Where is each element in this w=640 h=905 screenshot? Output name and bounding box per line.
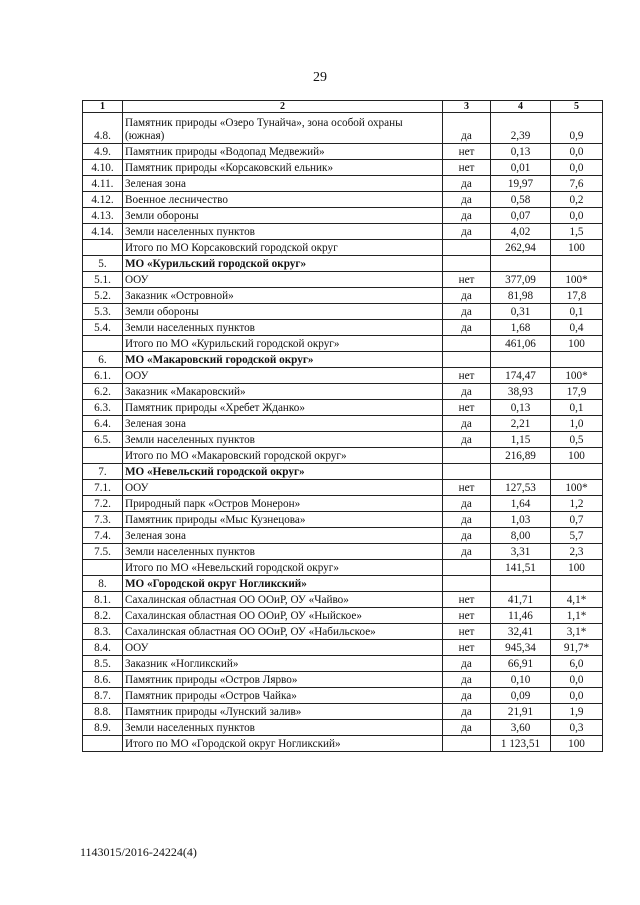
row-name: Памятник природы «Мыс Кузнецова» xyxy=(123,512,443,528)
row-area xyxy=(491,256,551,272)
row-flag xyxy=(443,576,491,592)
row-name: Земли населенных пунктов xyxy=(123,720,443,736)
row-name: Заказник «Ногликский» xyxy=(123,656,443,672)
row-name: ООУ xyxy=(123,272,443,288)
row-area: 0,09 xyxy=(491,688,551,704)
row-percent: 100 xyxy=(551,240,603,256)
table-row xyxy=(83,640,603,656)
row-percent: 100 xyxy=(551,736,603,752)
row-number: 5.4. xyxy=(83,320,123,336)
row-percent: 3,1* xyxy=(551,624,603,640)
row-number: 5.3. xyxy=(83,304,123,320)
row-area: 1,03 xyxy=(491,512,551,528)
table-row xyxy=(83,528,603,544)
row-percent: 0,9 xyxy=(551,113,603,144)
row-number: 8.8. xyxy=(83,704,123,720)
table-body xyxy=(83,101,603,752)
row-percent: 0,2 xyxy=(551,192,603,208)
row-flag: да xyxy=(443,288,491,304)
row-percent: 4,1* xyxy=(551,592,603,608)
row-flag xyxy=(443,352,491,368)
row-percent: 2,3 xyxy=(551,544,603,560)
table-row xyxy=(83,480,603,496)
row-area: 0,13 xyxy=(491,400,551,416)
header-cell-1: 1 xyxy=(83,101,123,113)
row-percent: 100* xyxy=(551,368,603,384)
row-area: 3,31 xyxy=(491,544,551,560)
row-area xyxy=(491,352,551,368)
row-flag xyxy=(443,240,491,256)
row-number: 4.13. xyxy=(83,208,123,224)
table-row xyxy=(83,113,603,144)
row-percent: 1,1* xyxy=(551,608,603,624)
row-name: Земли обороны xyxy=(123,304,443,320)
row-area: 1,68 xyxy=(491,320,551,336)
row-name: ООУ xyxy=(123,368,443,384)
row-number: 8.9. xyxy=(83,720,123,736)
row-flag: нет xyxy=(443,368,491,384)
row-name: Итого по МО «Городской округ Ногликский» xyxy=(123,736,443,752)
row-name: Сахалинская областная ОО ООиР, ОУ «Ныйское» xyxy=(123,608,443,624)
row-number: 8.4. xyxy=(83,640,123,656)
row-number: 5.2. xyxy=(83,288,123,304)
row-percent: 7,6 xyxy=(551,176,603,192)
row-percent: 1,5 xyxy=(551,224,603,240)
row-flag: нет xyxy=(443,640,491,656)
row-area: 262,94 xyxy=(491,240,551,256)
row-number xyxy=(83,240,123,256)
row-number: 5.1. xyxy=(83,272,123,288)
row-percent xyxy=(551,464,603,480)
row-flag: да xyxy=(443,656,491,672)
section-row xyxy=(83,464,603,480)
row-number: 8.3. xyxy=(83,624,123,640)
row-percent: 0,5 xyxy=(551,432,603,448)
row-area: 141,51 xyxy=(491,560,551,576)
row-area: 32,41 xyxy=(491,624,551,640)
row-number xyxy=(83,560,123,576)
row-percent xyxy=(551,256,603,272)
row-name: Памятник природы «Корсаковский ельник» xyxy=(123,160,443,176)
row-flag: да xyxy=(443,320,491,336)
table-row xyxy=(83,160,603,176)
row-name: Итого по МО «Макаровский городской округ» xyxy=(123,448,443,464)
table-row xyxy=(83,416,603,432)
row-flag: да xyxy=(443,384,491,400)
row-percent: 1,2 xyxy=(551,496,603,512)
table-row xyxy=(83,384,603,400)
row-area xyxy=(491,464,551,480)
table-row xyxy=(83,544,603,560)
row-percent: 100 xyxy=(551,336,603,352)
row-name: Заказник «Островной» xyxy=(123,288,443,304)
row-area xyxy=(491,576,551,592)
row-name: Земли обороны xyxy=(123,208,443,224)
row-area: 1,15 xyxy=(491,432,551,448)
row-flag: нет xyxy=(443,272,491,288)
row-percent: 100* xyxy=(551,480,603,496)
row-percent: 1,9 xyxy=(551,704,603,720)
row-area: 0,10 xyxy=(491,672,551,688)
row-percent: 100 xyxy=(551,560,603,576)
row-name: Природный парк «Остров Монерон» xyxy=(123,496,443,512)
table-row xyxy=(83,272,603,288)
row-flag xyxy=(443,464,491,480)
row-number: 7. xyxy=(83,464,123,480)
page-number: 29 xyxy=(313,70,327,85)
row-name: Памятник природы «Озеро Тунайча», зона особой охраны (южная) xyxy=(123,113,443,144)
row-flag: да xyxy=(443,704,491,720)
row-name: Земли населенных пунктов xyxy=(123,224,443,240)
row-number: 7.2. xyxy=(83,496,123,512)
row-flag: да xyxy=(443,224,491,240)
row-name: Военное лесничество xyxy=(123,192,443,208)
row-flag: да xyxy=(443,528,491,544)
row-area: 127,53 xyxy=(491,480,551,496)
table-row xyxy=(83,368,603,384)
row-percent: 17,9 xyxy=(551,384,603,400)
row-area: 0,31 xyxy=(491,304,551,320)
row-number: 4.9. xyxy=(83,144,123,160)
row-flag: да xyxy=(443,192,491,208)
row-area: 4,02 xyxy=(491,224,551,240)
row-area: 377,09 xyxy=(491,272,551,288)
row-name: ООУ xyxy=(123,640,443,656)
row-number: 7.5. xyxy=(83,544,123,560)
row-number: 6.5. xyxy=(83,432,123,448)
row-percent: 0,0 xyxy=(551,144,603,160)
row-number: 6. xyxy=(83,352,123,368)
row-number: 6.2. xyxy=(83,384,123,400)
row-flag: да xyxy=(443,720,491,736)
row-flag xyxy=(443,336,491,352)
row-name: Памятник природы «Лунский залив» xyxy=(123,704,443,720)
row-percent: 0,1 xyxy=(551,304,603,320)
row-number: 5. xyxy=(83,256,123,272)
row-area: 8,00 xyxy=(491,528,551,544)
row-flag: нет xyxy=(443,624,491,640)
row-flag: да xyxy=(443,208,491,224)
row-percent: 0,1 xyxy=(551,400,603,416)
table-row xyxy=(83,624,603,640)
table-row xyxy=(83,592,603,608)
row-area: 3,60 xyxy=(491,720,551,736)
row-percent xyxy=(551,352,603,368)
row-flag: да xyxy=(443,688,491,704)
row-area: 216,89 xyxy=(491,448,551,464)
row-name: Итого по МО «Курильский городской округ» xyxy=(123,336,443,352)
row-number: 4.8. xyxy=(83,113,123,144)
row-flag: да xyxy=(443,304,491,320)
section-row xyxy=(83,256,603,272)
total-row xyxy=(83,560,603,576)
row-flag xyxy=(443,736,491,752)
row-area: 1 123,51 xyxy=(491,736,551,752)
table-row xyxy=(83,688,603,704)
row-name: Зеленая зона xyxy=(123,416,443,432)
row-flag: нет xyxy=(443,160,491,176)
row-area: 19,97 xyxy=(491,176,551,192)
data-table xyxy=(82,100,603,752)
row-number: 8. xyxy=(83,576,123,592)
document-id: 1143015/2016-24224(4) xyxy=(80,845,197,859)
row-name: Итого по МО «Невельский городской округ» xyxy=(123,560,443,576)
row-number: 7.4. xyxy=(83,528,123,544)
table-header-row xyxy=(83,101,603,113)
row-percent: 1,0 xyxy=(551,416,603,432)
row-area: 461,06 xyxy=(491,336,551,352)
row-flag: нет xyxy=(443,400,491,416)
row-number: 8.1. xyxy=(83,592,123,608)
row-percent: 91,7* xyxy=(551,640,603,656)
row-flag: да xyxy=(443,176,491,192)
row-area: 0,58 xyxy=(491,192,551,208)
table-row xyxy=(83,608,603,624)
row-number: 8.6. xyxy=(83,672,123,688)
row-area: 2,21 xyxy=(491,416,551,432)
row-number: 4.14. xyxy=(83,224,123,240)
total-row xyxy=(83,240,603,256)
header-cell-5: 5 xyxy=(551,101,603,113)
row-area: 41,71 xyxy=(491,592,551,608)
total-row xyxy=(83,336,603,352)
row-number xyxy=(83,336,123,352)
row-number: 8.7. xyxy=(83,688,123,704)
row-percent: 0,7 xyxy=(551,512,603,528)
row-name: Памятник природы «Остров Лярво» xyxy=(123,672,443,688)
table-row xyxy=(83,496,603,512)
table-row xyxy=(83,192,603,208)
row-percent: 6,0 xyxy=(551,656,603,672)
row-name: Зеленая зона xyxy=(123,176,443,192)
row-name: Заказник «Макаровский» xyxy=(123,384,443,400)
row-percent xyxy=(551,576,603,592)
section-row xyxy=(83,352,603,368)
header-cell-2: 2 xyxy=(123,101,443,113)
row-name: МО «Курильский городской округ» xyxy=(123,256,443,272)
row-area: 174,47 xyxy=(491,368,551,384)
header-cell-3: 3 xyxy=(443,101,491,113)
section-row xyxy=(83,576,603,592)
row-name: Сахалинская областная ОО ООиР, ОУ «Чайво» xyxy=(123,592,443,608)
total-row xyxy=(83,448,603,464)
row-percent: 0,4 xyxy=(551,320,603,336)
row-area: 11,46 xyxy=(491,608,551,624)
row-percent: 5,7 xyxy=(551,528,603,544)
table-row xyxy=(83,144,603,160)
row-name: МО «Невельский городской округ» xyxy=(123,464,443,480)
row-flag xyxy=(443,256,491,272)
row-number: 6.3. xyxy=(83,400,123,416)
row-number xyxy=(83,448,123,464)
row-flag: да xyxy=(443,496,491,512)
row-area: 66,91 xyxy=(491,656,551,672)
row-flag: нет xyxy=(443,608,491,624)
row-flag: да xyxy=(443,544,491,560)
row-area: 21,91 xyxy=(491,704,551,720)
table-row xyxy=(83,672,603,688)
row-percent: 0,3 xyxy=(551,720,603,736)
row-percent: 17,8 xyxy=(551,288,603,304)
row-flag: да xyxy=(443,672,491,688)
total-row xyxy=(83,736,603,752)
row-area: 945,34 xyxy=(491,640,551,656)
row-area: 2,39 xyxy=(491,113,551,144)
row-area: 38,93 xyxy=(491,384,551,400)
row-number: 6.4. xyxy=(83,416,123,432)
row-area: 0,13 xyxy=(491,144,551,160)
row-flag xyxy=(443,448,491,464)
row-name: Зеленая зона xyxy=(123,528,443,544)
table-row xyxy=(83,208,603,224)
row-name: МО «Городской округ Ногликский» xyxy=(123,576,443,592)
row-name: Памятник природы «Водопад Медвежий» xyxy=(123,144,443,160)
row-percent: 100* xyxy=(551,272,603,288)
row-number: 4.11. xyxy=(83,176,123,192)
row-area: 0,01 xyxy=(491,160,551,176)
table-row xyxy=(83,288,603,304)
row-percent: 0,0 xyxy=(551,160,603,176)
header-cell-4: 4 xyxy=(491,101,551,113)
row-name: Земли населенных пунктов xyxy=(123,432,443,448)
row-percent: 0,0 xyxy=(551,208,603,224)
row-flag: нет xyxy=(443,144,491,160)
row-name: Сахалинская областная ОО ООиР, ОУ «Набильское» xyxy=(123,624,443,640)
row-percent: 0,0 xyxy=(551,688,603,704)
row-name: Итого по МО Корсаковский городской округ xyxy=(123,240,443,256)
table-row xyxy=(83,176,603,192)
table-row xyxy=(83,400,603,416)
row-area: 81,98 xyxy=(491,288,551,304)
row-flag: нет xyxy=(443,480,491,496)
row-number: 4.12. xyxy=(83,192,123,208)
row-name: Памятник природы «Остров Чайка» xyxy=(123,688,443,704)
table-row xyxy=(83,224,603,240)
row-area: 1,64 xyxy=(491,496,551,512)
table-row xyxy=(83,320,603,336)
row-area: 0,07 xyxy=(491,208,551,224)
row-name: МО «Макаровский городской округ» xyxy=(123,352,443,368)
row-flag: нет xyxy=(443,592,491,608)
row-number: 4.10. xyxy=(83,160,123,176)
row-number: 6.1. xyxy=(83,368,123,384)
row-name: Земли населенных пунктов xyxy=(123,320,443,336)
row-name: Земли населенных пунктов xyxy=(123,544,443,560)
row-number: 8.2. xyxy=(83,608,123,624)
table-row xyxy=(83,656,603,672)
row-flag: да xyxy=(443,432,491,448)
table-row xyxy=(83,720,603,736)
table-row xyxy=(83,432,603,448)
row-number: 8.5. xyxy=(83,656,123,672)
row-percent: 100 xyxy=(551,448,603,464)
row-name: Памятник природы «Хребет Жданко» xyxy=(123,400,443,416)
table-row xyxy=(83,512,603,528)
row-flag: да xyxy=(443,113,491,144)
row-name: ООУ xyxy=(123,480,443,496)
table-row xyxy=(83,704,603,720)
row-number xyxy=(83,736,123,752)
table-row xyxy=(83,304,603,320)
row-flag: да xyxy=(443,512,491,528)
row-flag: да xyxy=(443,416,491,432)
row-percent: 0,0 xyxy=(551,672,603,688)
row-number: 7.1. xyxy=(83,480,123,496)
row-flag xyxy=(443,560,491,576)
row-number: 7.3. xyxy=(83,512,123,528)
